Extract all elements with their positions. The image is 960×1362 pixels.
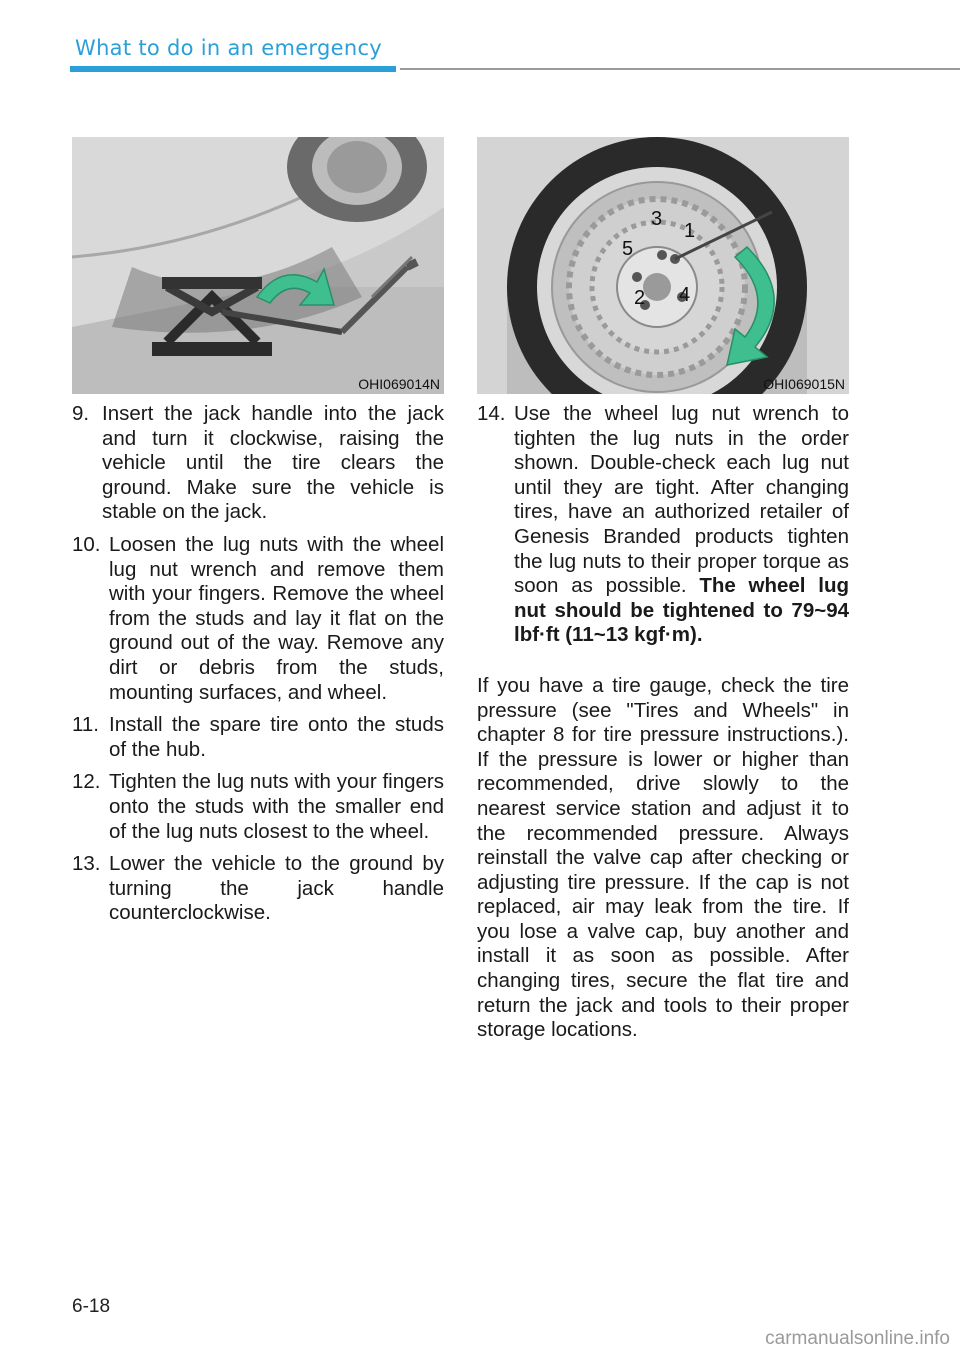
step-9 [72,402,444,525]
step-11 [72,713,444,762]
left-column [72,402,444,934]
step-number: 13. [72,852,101,876]
step-14 [477,402,849,648]
step-text: Use the wheel lug nut wrench to tighten the lug nuts in the order shown. Double-check each lug nut until they are tight. After changing tires, have an authorized retailer of Genesis Branded products tighten the lug nuts to their proper torque as soon as possible. [514,402,849,598]
header-divider [400,68,960,70]
step-10 [72,533,444,705]
step-text: Insert the jack handle into the jack and turn it clockwise, raising the vehicle until the tire clears the ground. Make sure the vehicle is stable on the jack. [102,402,444,524]
lug-label-2: 2 [634,287,646,309]
step-number: 14. [477,402,506,425]
lug-label-5: 5 [622,238,634,260]
lug-label-4: 4 [679,284,691,306]
step-text: Lower the vehicle to the ground by turning the jack handle counterclockwise. [109,852,444,925]
lug-nut-order-illustration [477,137,849,394]
step-number: 12. [72,770,101,794]
lug-label-1: 1 [684,220,696,242]
figure-caption: OHI069014N [358,376,440,392]
lug-label-3: 3 [651,208,663,230]
step-number: 10. [72,532,101,556]
header-accent-bar [70,66,396,72]
page-number: 6-18 [72,1296,111,1317]
step-text: Install the spare tire onto the studs of the hub. [109,713,444,761]
figure-caption: OHI069015N [763,376,845,392]
jack-drawing [72,137,444,394]
step-12 [72,770,444,844]
tire-pressure-paragraph: If you have a tire gauge, check the tire pressure (see "Tires and Wheels" in chapter 8 for tire pressure instructions.). If the pressure is lower or higher than recommended, drive slowly to the nearest service station and adjust it to the recommended pressure. Always reinstall the valve cap after checking or adjusting tire pressure. If the cap is not replaced, air may leak from the tire. If you lose a valve cap, buy another and install it as soon as possible. After changing tires, secure the flat tire and return the jack and tools to their proper storage locations. [477,673,849,1042]
step-text: Tighten the lug nuts with your fingers onto the studs with the smaller end of the lug nuts closest to the wheel. [109,770,444,843]
section-title: What to do in an emergency [75,36,383,60]
jack-illustration [72,137,444,394]
step-number: 11. [72,713,99,737]
watermark: carmanualsonline.info [765,1328,950,1349]
step-13 [72,852,444,926]
step-text: Loosen the lug nuts with the wheel lug nut wrench and remove them with your fingers. Remove the wheel from the studs and lay it flat on the ground out of the way. Remove any dirt or debris from the studs, mounting surfaces, and wheel. [109,532,444,704]
right-column [477,402,849,1043]
wheel-drawing [477,137,849,394]
torque-spec: The wheel lug nut should be tightened to 79~94 lbf·ft (11~13 kgf·m). [514,574,849,647]
step-number: 9. [72,402,90,425]
